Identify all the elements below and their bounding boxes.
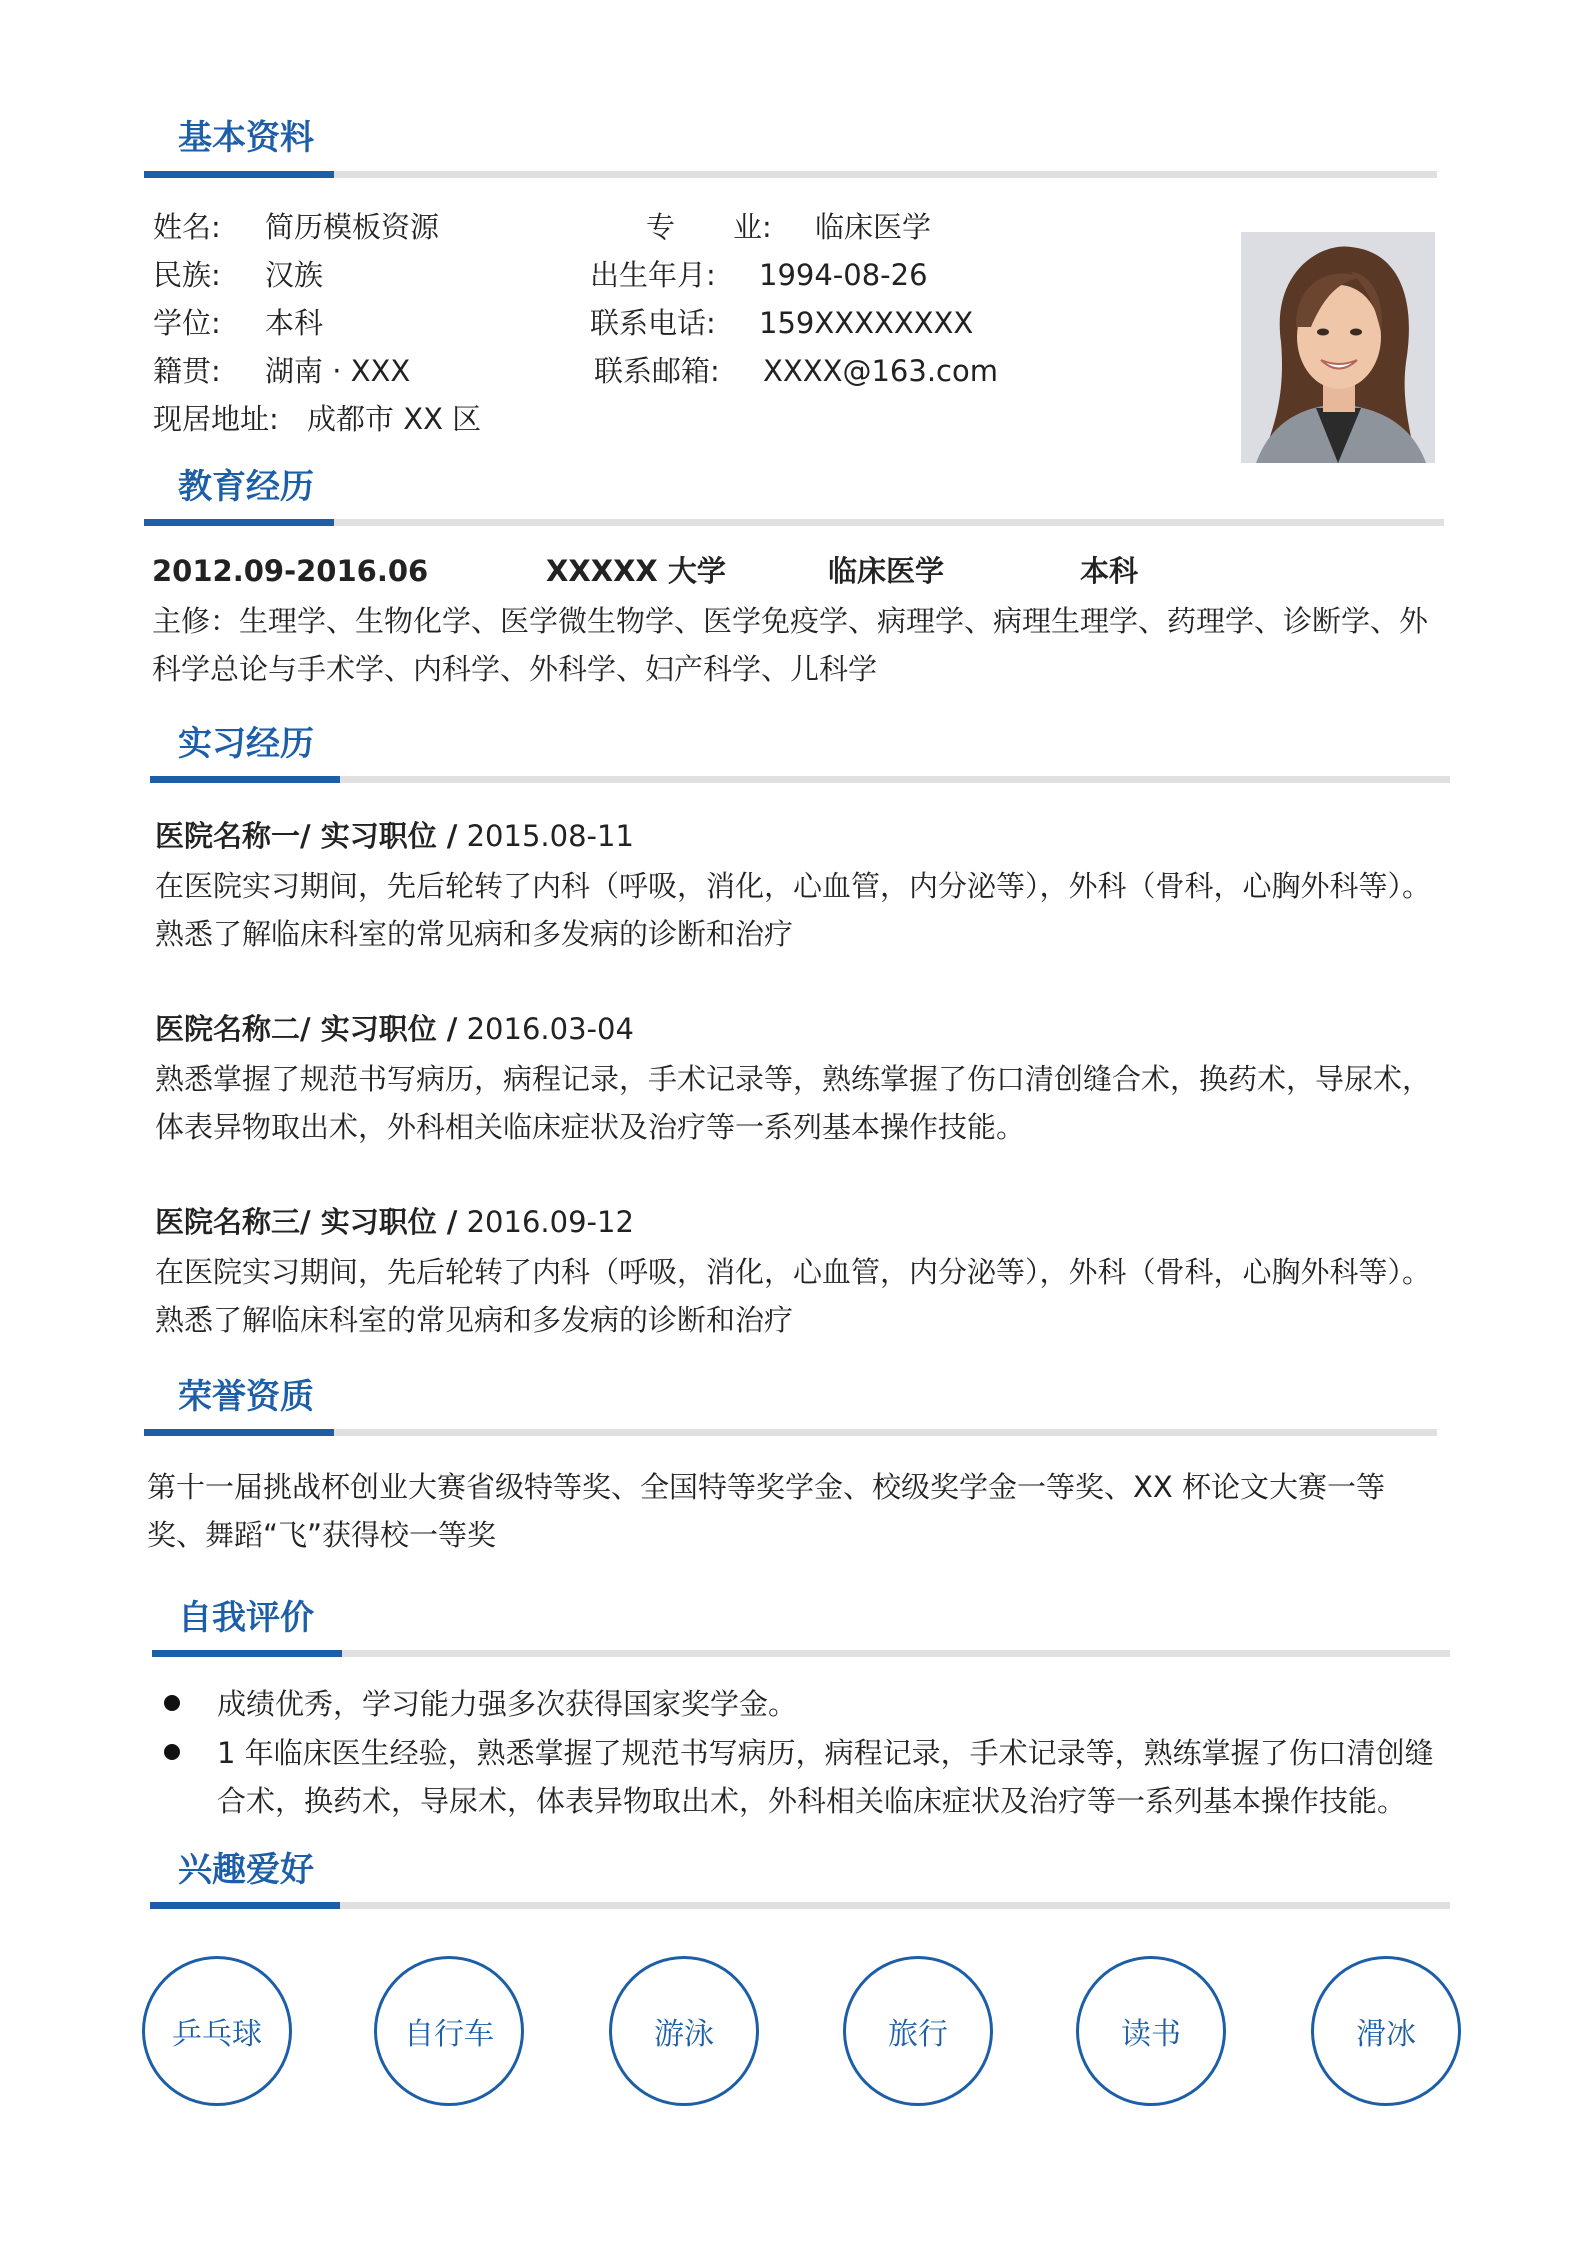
hobby-cycling: 自行车 bbox=[374, 1956, 524, 2106]
education-courses: 主修：生理学、生物化学、医学微生物学、医学免疫学、病理学、病理生理学、药理学、诊断学、外科学总论与手术学、内科学、外科学、妇产科学、儿科学 bbox=[152, 604, 1429, 686]
education-degree: 本科 bbox=[1080, 554, 1139, 588]
internship-3-desc: 在医院实习期间，先后轮转了内科（呼吸，消化，心血管，内分泌等），外科（骨科，心胸外科等）。熟悉了解临床科室的常见病和多发病的诊断和治疗 bbox=[155, 1255, 1432, 1337]
hobby-travel: 旅行 bbox=[843, 1956, 993, 2106]
internship-3-header bbox=[155, 1205, 634, 1239]
birth-value: 1994-08-26 bbox=[759, 258, 928, 292]
hobby-reading: 读书 bbox=[1076, 1956, 1226, 2106]
birth-label: 出生年月: bbox=[590, 258, 716, 292]
degree-value: 本科 bbox=[265, 306, 324, 340]
internship-2-header bbox=[155, 1012, 634, 1046]
major-label: 专 业: bbox=[646, 210, 772, 244]
ethnicity-label: 民族: bbox=[153, 258, 221, 292]
internship-2-desc: 熟悉掌握了规范书写病历，病程记录，手术记录等，熟练掌握了伤口清创缝合术，换药术，导尿术，体表异物取出术，外科相关临床症状及治疗等一系列基本操作技能。 bbox=[155, 1062, 1432, 1144]
email-value: XXXX@163.com bbox=[763, 354, 998, 388]
email-label: 联系邮箱: bbox=[594, 354, 720, 388]
major-value: 临床医学 bbox=[815, 210, 932, 244]
section-divider bbox=[150, 776, 1450, 783]
internship-3-date: 2016.09-12 bbox=[466, 1205, 634, 1239]
phone-value: 159XXXXXXXX bbox=[759, 306, 974, 340]
section-divider bbox=[144, 171, 1437, 178]
hobby-swimming: 游泳 bbox=[609, 1956, 759, 2106]
internship-3-title: 医院名称三/ 实习职位 / bbox=[155, 1205, 458, 1239]
section-title-basic: 基本资料 bbox=[178, 118, 314, 158]
section-divider bbox=[150, 1902, 1450, 1909]
internship-1-date: 2015.08-11 bbox=[466, 819, 634, 853]
education-period: 2012.09-2016.06 bbox=[152, 554, 429, 588]
degree-label: 学位: bbox=[153, 306, 221, 340]
internship-2-title: 医院名称二/ 实习职位 / bbox=[155, 1012, 458, 1046]
internship-2-date: 2016.03-04 bbox=[466, 1012, 634, 1046]
address-value: 成都市 XX 区 bbox=[307, 402, 482, 436]
internship-1-desc: 在医院实习期间，先后轮转了内科（呼吸，消化，心血管，内分泌等），外科（骨科，心胸外科等）。熟悉了解临床科室的常见病和多发病的诊断和治疗 bbox=[155, 869, 1432, 951]
bullet-dot bbox=[164, 1744, 180, 1760]
section-title-hobbies: 兴趣爱好 bbox=[178, 1850, 314, 1890]
self-eval-item-1: 成绩优秀，学习能力强多次获得国家奖学金。 bbox=[217, 1687, 798, 1721]
self-eval-item-2: 1 年临床医生经验，熟悉掌握了规范书写病历，病程记录，手术记录等，熟练掌握了伤口清创缝合术，换药术，导尿术，体表异物取出术，外科相关临床症状及治疗等一系列基本操作技能。 bbox=[217, 1736, 1434, 1818]
profile-photo bbox=[1241, 232, 1435, 463]
section-divider bbox=[152, 1650, 1450, 1657]
section-title-honors: 荣誉资质 bbox=[178, 1377, 314, 1417]
section-title-self-eval: 自我评价 bbox=[178, 1598, 314, 1638]
phone-label: 联系电话: bbox=[590, 306, 716, 340]
education-school: XXXXX 大学 bbox=[546, 554, 726, 588]
hobby-table-tennis: 乒乓球 bbox=[142, 1956, 292, 2106]
hobby-skating: 滑冰 bbox=[1311, 1956, 1461, 2106]
internship-1-header bbox=[155, 819, 634, 853]
name-value: 简历模板资源 bbox=[265, 210, 440, 244]
section-divider bbox=[144, 519, 1444, 526]
ethnicity-value: 汉族 bbox=[265, 258, 324, 292]
education-major: 临床医学 bbox=[828, 554, 945, 588]
name-label: 姓名: bbox=[153, 210, 221, 244]
address-label: 现居地址: bbox=[153, 402, 279, 436]
section-title-internship: 实习经历 bbox=[178, 724, 314, 764]
section-title-education: 教育经历 bbox=[178, 467, 314, 507]
origin-label: 籍贯: bbox=[153, 354, 221, 388]
honors-text: 第十一届挑战杯创业大赛省级特等奖、全国特等奖学金、校级奖学金一等奖、XX 杯论文大赛一等奖、舞蹈“飞”获得校一等奖 bbox=[147, 1470, 1385, 1552]
internship-1-title: 医院名称一/ 实习职位 / bbox=[155, 819, 458, 853]
origin-value: 湖南 · XXX bbox=[265, 354, 411, 388]
section-divider bbox=[144, 1429, 1437, 1436]
bullet-dot bbox=[164, 1695, 180, 1711]
